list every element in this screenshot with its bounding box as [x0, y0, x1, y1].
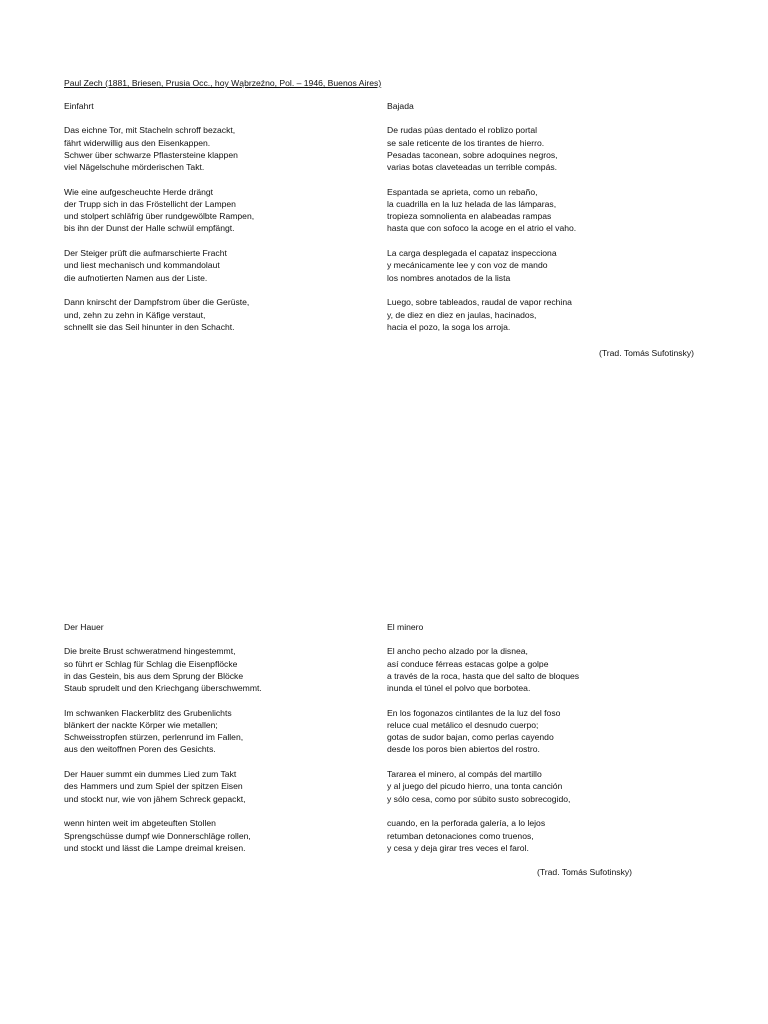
poem-line: und, zehn zu zehn in Käfige verstaut,: [64, 309, 206, 320]
poem-line: viel Nägelschuhe mörderischen Takt.: [64, 162, 205, 172]
poem-line: Die breite Brust schweratmend hingestemmt,: [64, 646, 236, 657]
stanza: [64, 707, 262, 756]
poem-line: y sólo cesa, como por súbito susto sobrecogido,: [387, 793, 571, 804]
poem-line: tropieza somnolienta en alabeadas rampas: [387, 211, 552, 222]
poem-line: los nombres anotados de la lista: [387, 272, 511, 283]
poem-line: fährt widerwillig aus den Eisenkappen.: [64, 137, 211, 148]
poem-line: se sale reticente de los tirantes de hierro.: [387, 137, 545, 148]
poem-line: El ancho pecho alzado por la disnea,: [387, 646, 528, 657]
stanza: [387, 296, 576, 333]
stanza: [387, 645, 579, 694]
poem-line: Espantada se aprieta, como un rebaño,: [387, 186, 538, 197]
poem-line: Dann knirscht der Dampfstrom über die Gerüste,: [64, 297, 250, 308]
translator-credit: (Trad. Tomás Sufotinsky): [599, 348, 695, 358]
poem-line: De rudas púas dentado el roblizo portal: [387, 125, 538, 136]
stanza: [64, 186, 254, 235]
poem-line: Luego, sobre tableados, raudal de vapor rechina: [387, 297, 572, 308]
poem-line: der Trupp sich in das Fröstellicht der Lampen: [64, 199, 236, 209]
poem-line: En los fogonazos cintilantes de la luz del foso: [387, 707, 561, 718]
poem-line: a través de la roca, hasta que del salto de bloques: [387, 670, 580, 681]
poem-line: retumban detonaciones como truenos,: [387, 830, 534, 841]
translator-credit: (Trad. Tomás Sufotinsky): [537, 867, 633, 877]
poem-line: cuando, en la perforada galería, a lo lejos: [387, 818, 546, 829]
stanza: [387, 707, 579, 756]
poem-line: aus den weitoffnen Poren des Gesichts.: [64, 744, 216, 755]
stanza: [387, 817, 579, 854]
poem-title: Einfahrt: [64, 101, 94, 111]
poem-title: Der Hauer: [64, 622, 104, 632]
poem-line: blänkert der nackte Körper wie metallen;: [64, 720, 218, 730]
poem-line: varias botas claveteadas un terrible compás.: [387, 162, 558, 172]
stanza: [64, 296, 254, 333]
poem-line: so führt er Schlag für Schlag die Eisenpflöcke: [64, 658, 238, 669]
poem-title: Bajada: [387, 101, 414, 111]
poem-line: bis ihn der Dunst der Halle schwül empfängt.: [64, 223, 235, 234]
poem-line: y cesa y deja girar tres veces el farol.: [387, 842, 529, 853]
poem-line: y al juego del picudo hierro, una tonta canción: [387, 781, 563, 792]
stanza: [387, 186, 576, 235]
poem-line: reluce cual metálico el desnudo cuerpo;: [387, 720, 539, 730]
poem-line: Tararea el minero, al compás del martillo: [387, 769, 542, 780]
stanza: [64, 768, 262, 805]
poem-line: des Hammers und zum Spiel der spitzen Eisen: [64, 781, 243, 792]
poem-title: El minero: [387, 622, 424, 632]
poem-bajada: [387, 100, 576, 346]
poem-line: Sprengschüsse dumpf wie Donnerschläge rollen,: [64, 830, 251, 841]
poem-der-hauer: [64, 621, 262, 867]
poem-line: hasta que con sofoco la acoge en el atrio el vaho.: [387, 223, 577, 234]
poem-line: la cuadrilla en la luz helada de las lámparas,: [387, 199, 557, 209]
poem-line: wenn hinten weit im abgeteuften Stollen: [64, 818, 216, 829]
stanza: [64, 247, 254, 284]
poem-line: hacia el pozo, la soga los arroja.: [387, 321, 511, 332]
poem-line: und stockt und lässt die Lampe dreimal kreisen.: [64, 842, 246, 853]
poem-line: und liest mechanisch und kommandolaut: [64, 260, 220, 271]
poem-line: así conduce férreas estacas golpe a golpe: [387, 658, 549, 669]
author-header: Paul Zech (1881, Briesen, Prusia Occ., hoy Wąbrzeźno, Pol. – 1946, Buenos Aires): [64, 78, 382, 88]
poem-line: y, de diez en diez en jaulas, hacinados,: [387, 309, 537, 320]
stanza: [64, 645, 262, 694]
poem-line: Schweisstropfen stürzen, perlenrund im Fallen,: [64, 732, 244, 743]
poem-line: Wie eine aufgescheuchte Herde drängt: [64, 186, 214, 197]
poem-line: schnellt sie das Seil hinunter in den Schacht.: [64, 321, 235, 332]
poem-el-minero: [387, 621, 579, 867]
poem-line: und stockt nur, wie von jähem Schreck gepackt,: [64, 793, 246, 804]
stanza: [387, 124, 576, 173]
poem-einfahrt: [64, 100, 254, 346]
poem-line: Schwer über schwarze Pflastersteine klappen: [64, 149, 238, 160]
poem-line: Der Steiger prüft die aufmarschierte Fracht: [64, 248, 227, 259]
poem-line: Der Hauer summt ein dummes Lied zum Takt: [64, 769, 237, 780]
stanza: [387, 768, 579, 805]
poem-line: und stolpert schläfrig über rundgewölbte Rampen,: [64, 211, 255, 222]
poem-line: Pesadas taconean, sobre adoquines negros,: [387, 149, 558, 160]
poem-line: Das eichne Tor, mit Stacheln schroff bezackt,: [64, 125, 236, 136]
stanza: [64, 124, 254, 173]
poem-line: inunda el túnel el polvo que borbotea.: [387, 683, 531, 693]
stanza: [387, 247, 576, 284]
poem-line: y mecánicamente lee y con voz de mando: [387, 260, 548, 271]
stanza: [64, 817, 262, 854]
poem-line: La carga desplegada el capataz inspecciona: [387, 248, 557, 259]
poem-line: in das Gestein, bis aus dem Sprung der Blöcke: [64, 670, 244, 681]
poem-line: Staub sprudelt und den Kriechgang überschwemmt.: [64, 683, 262, 693]
poem-line: die aufnotierten Namen aus der Liste.: [64, 272, 208, 283]
poem-line: Im schwanken Flackerblitz des Grubenlichts: [64, 707, 232, 718]
poem-line: gotas de sudor bajan, como perlas cayendo: [387, 732, 554, 743]
poem-line: desde los poros bien abiertos del rostro.: [387, 744, 540, 755]
